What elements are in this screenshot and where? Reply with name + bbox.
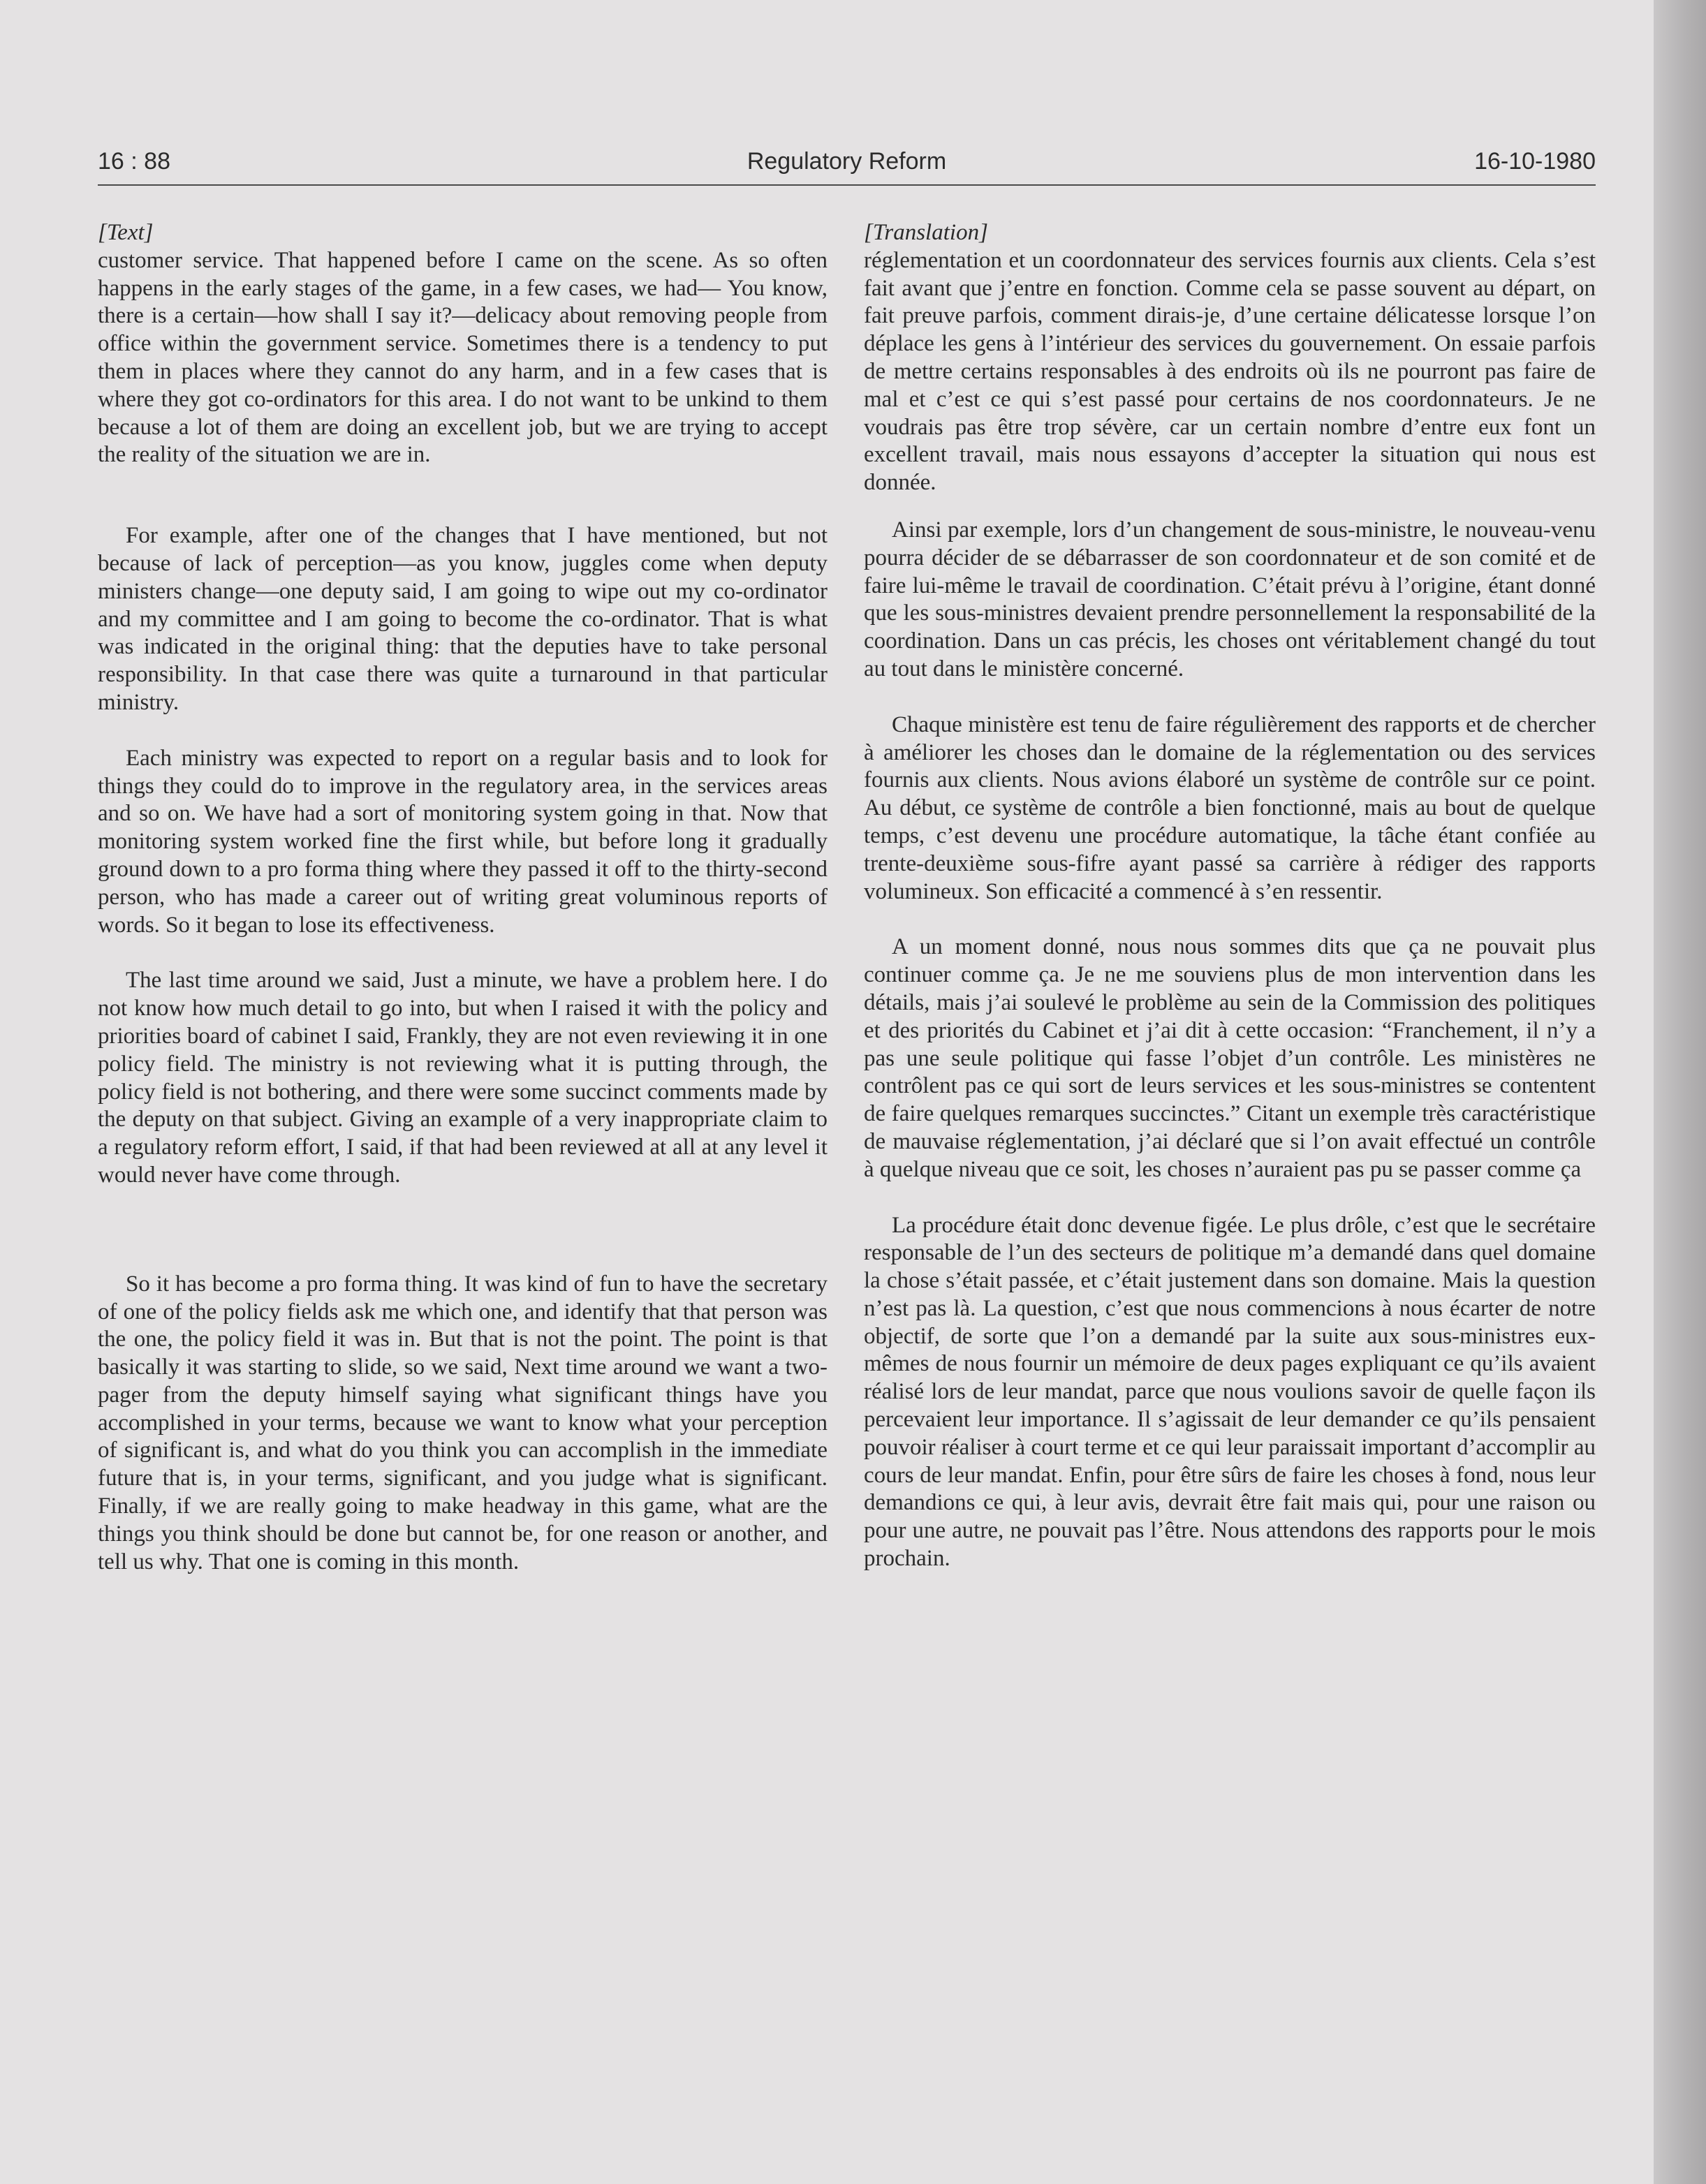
paragraph: customer service. That happened before I came on the scene. As so often happens in the early stages of the game, in a few cases, we had— You know, there is a certain—how shall I say it?—delicacy about removing people from office within the government service. Sometimes there is a tendency to put them in places where they cannot do any harm, and in a few cases that is where they got co-ordinators for this area. I do not want to be unkind to them because a lot of them are doing an excellent job, but we are trying to accept the reality of the situation we are in. (98, 247, 828, 468)
column-label-text: [Text] (98, 220, 154, 245)
english-column (98, 219, 828, 1576)
paragraph: So it has become a pro forma thing. It was kind of fun to have the secretary of one of the policy fields ask me which one, and identify that that person was the one, the policy field it was in. But that is not the point. The point is that basically it was starting to slide, so we said, Next time around we want a two-pager from the deputy himself saying what significant things have you accomplished in your terms, because we want to know what your perception of significant is, and what do you think you can accomplish in the immediate future that is, in your terms, significant, and you judge what is significant. Finally, if we are really going to make headway in this game, what are the things you think should be done but cannot be, for one reason or another, and tell us why. That one is coming in this month. (98, 1271, 828, 1574)
paragraph: Ainsi par exemple, lors d’un changement de sous-ministre, le nouveau-venu pourra décider de se débarrasser de son coordonnateur et de son comité et de faire lui-même le travail de coordination. C’était prévu à l’origine, étant donné que les sous-ministres devaient prendre personnellement la responsabilité de la coordination. Dans un cas précis, les choses ont véritablement changé du tout au tout dans le ministère concerné. (864, 517, 1596, 681)
paragraph: La procédure était donc devenue figée. Le plus drôle, c’est que le secrétaire responsable de l’un des secteurs de politique m’a demandé dans quel domaine la chose s’était passée, et c’était justement dans son domaine. Mais la question n’est pas là. La question, c’est que nous commencions à nous écarter de notre objectif, de sorte que l’on a demandé par la suite aux sous-ministres eux-mêmes de nous fournir un mémoire de deux pages expliquant ce qu’ils avaient réalisé lors de leur mandat, parce que nous voulions savoir de quelle façon ils percevaient leur importance. Il s’agissait de leur demander ce qu’ils pensaient pouvoir réaliser à court terme et ce qui leur paraissait important d’accomplir au cours de leur mandat. Enfin, pour être sûrs de faire les choses à fond, nous leur demandions ce qui, à leur avis, devrait être fait mais qui, pour une raison ou pour une autre, ne pouvait pas l’être. Nous attendons des rapports pour le mois prochain. (864, 1212, 1596, 1572)
column-label-translation: [Translation] (864, 220, 988, 245)
paragraph: réglementation et un coordonnateur des services fournis aux clients. Cela s’est fait avant que j’entre en fonction. Comme cela se passe souvent au départ, on fait preuve parfois, comment dirais-je, d’une certaine délicatesse lorsque l’on déplace les gens à l’intérieur des services du gouvernement. On essaie parfois de mettre certains responsables à des endroits où ils ne pourront pas faire de mal et c’est ce qui s’est passé pour certains de nos coordonnateurs. Je ne voudrais pas être trop sévère, car un certain nombre d’entre eux font un excellent travail, mais nous essayons d’accepter la situation qui nous est donnée. (864, 247, 1596, 496)
paragraph: For example, after one of the changes that I have mentioned, but not because of lack of perception—as you know, juggles come when deputy ministers change—one deputy said, I am going to wipe out my co-ordinator and my committee and I am going to become the co-ordinator. That is what was indicated in the original thing: that the deputies have to take personal responsibility. In that case there was quite a turnaround in that particular ministry. (98, 523, 828, 715)
paragraph: Each ministry was expected to report on a regular basis and to look for things they could do to improve in the regulatory area, in the services areas and so on. We have had a sort of monitoring system going in that. Now that monitoring system worked fine the first while, but before long it gradually ground down to a pro forma thing where they passed it off to the thirty-second person, who has made a career out of writing great voluminous reports of words. So it began to lose its effectiveness. (98, 745, 828, 938)
header-date: 16-10-1980 (1474, 148, 1596, 175)
page-edge-shadow (1654, 0, 1706, 2184)
header-rule (98, 184, 1596, 186)
paragraph: The last time around we said, Just a minute, we have a problem here. I do not know how much detail to go into, but when I raised it with the policy and priorities board of cabinet I said, Frankly, they are not even reviewing it in one policy field. The ministry is not reviewing what it is putting through, the policy field is not bothering, and there were some succinct comments made by the deputy on that subject. Giving an example of a very inappropriate claim to a regulatory reform effort, I said, if that had been reviewed at all at any level it would never have come through. (98, 968, 828, 1188)
paragraph: Chaque ministère est tenu de faire régulièrement des rapports et de chercher à améliorer les choses dan le domaine de la réglementation ou des services fournis aux clients. Nous avions élaboré un système de contrôle sur ce point. Au début, ce système de contrôle a bien fonctionné, mais au bout de quelque temps, c’est devenu une procédure automatique, la tâche étant confiée au trente-deuxième sous-fifre ayant passé sa carrière à rédiger des rapports volumineux. Son efficacité a commencé à s’en ressentir. (864, 711, 1596, 904)
paragraph: A un moment donné, nous nous sommes dits que ça ne pouvait plus continuer comme ça. Je ne me souviens plus de mon intervention dans les détails, mais j’ai soulevé le problème au sein de la Commission des politiques et des priorités du Cabinet et j’ai dit à cette occasion: “Franchement, il n’y a pas une seule politique qui fasse l’objet d’un contrôle. Les ministères ne contrôlent pas ce qui sort de leurs services et les sous-ministres se contentent de faire quelques remarques succinctes.” Citant un exemple très caractéristique de mauvaise réglementation, j’ai déclaré que si l’on avait effectué un contrôle à quelque niveau que ce soit, les choses n’auraient pas pu se passer comme ça (864, 934, 1596, 1182)
page-number: 16 : 88 (98, 148, 170, 175)
header-title: Regulatory Reform (747, 148, 947, 175)
running-header (98, 148, 1596, 183)
french-column (864, 219, 1596, 1573)
